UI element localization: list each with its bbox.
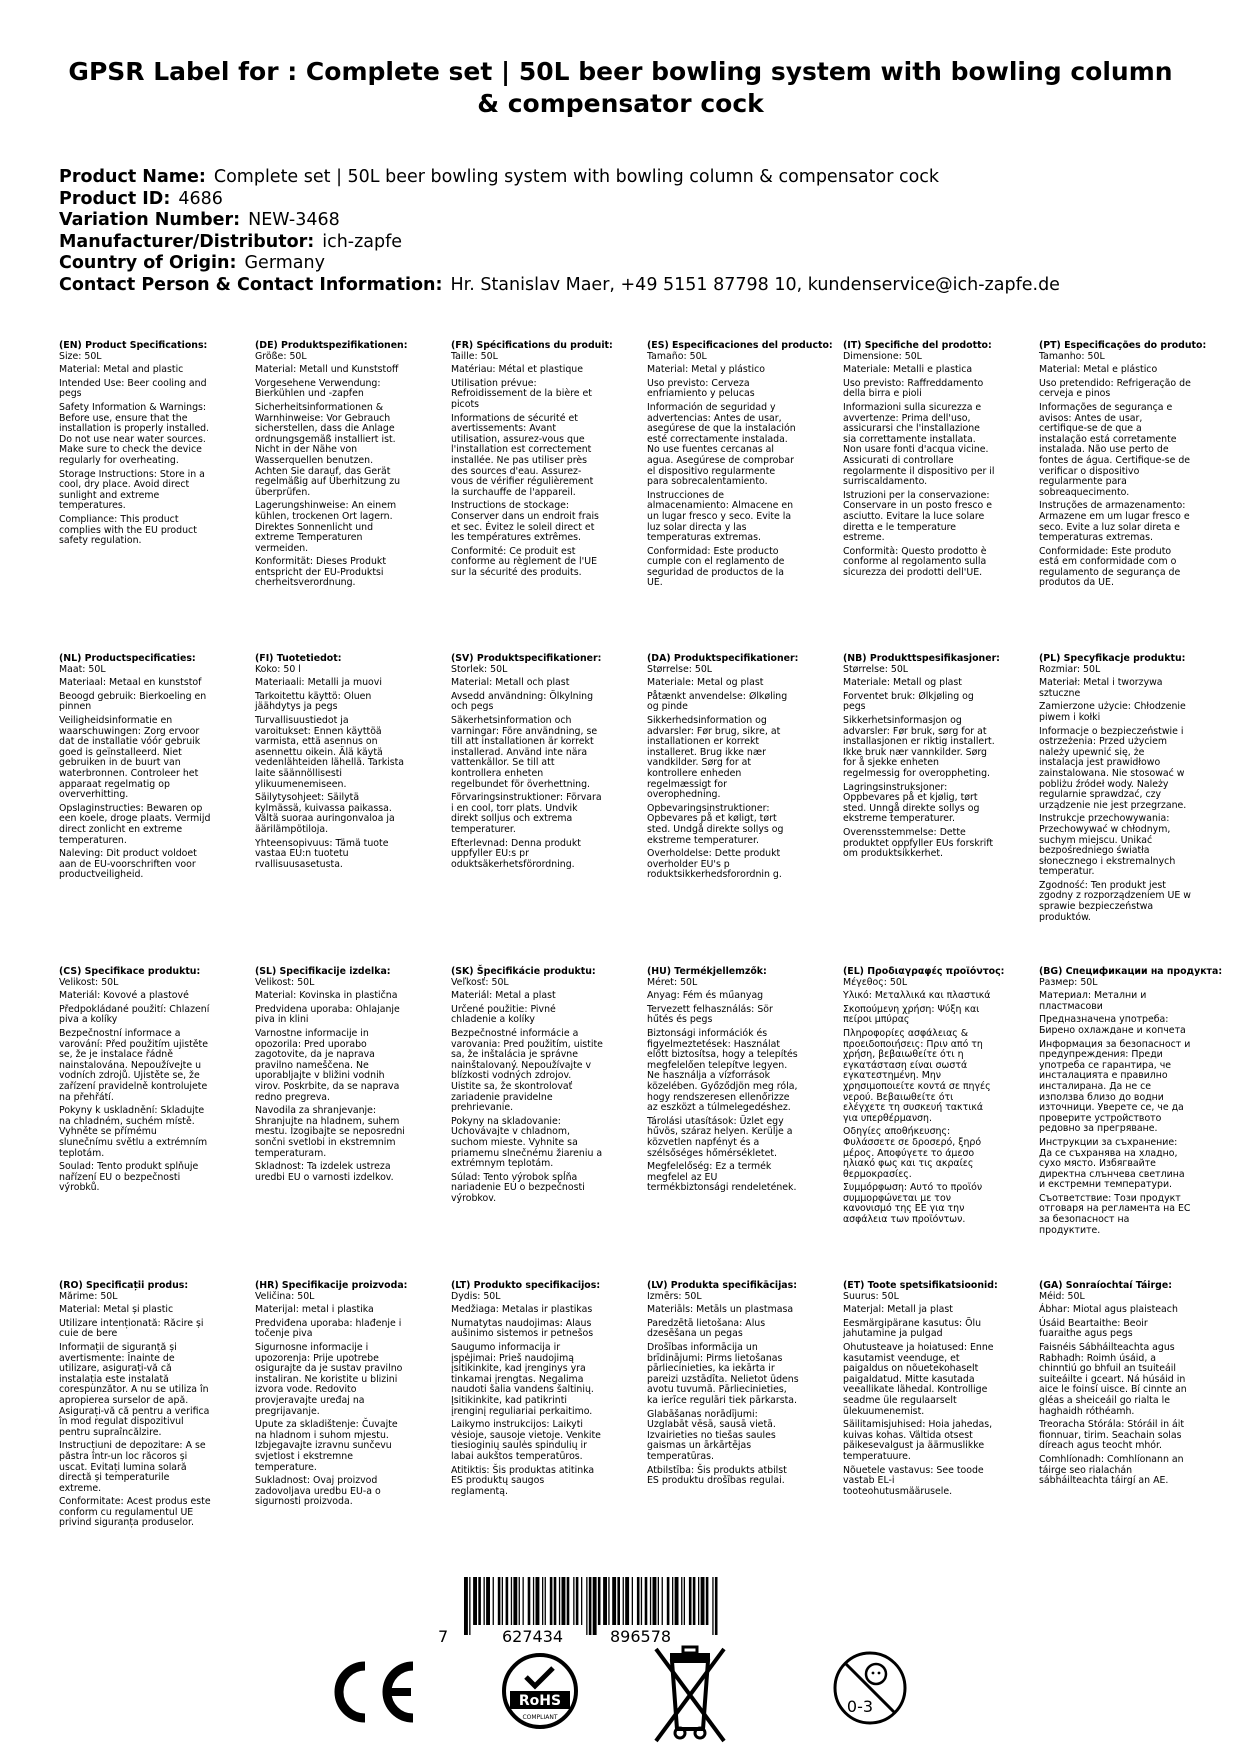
spec-section (843, 341, 1029, 581)
spec-size: Maat: 50L (59, 663, 106, 675)
spec-paragraph: Skladnost: Ta izdelek ustreza uredbi EU o varnosti izdelkov. (255, 1161, 394, 1183)
spec-paragraph: Sikkerhetsinformasjon og advarsler: Før bruk, sørg for at installasjonen er riktig installert. Ikke bruk nær vannkilder. Sørg for å sjekke enheten regelmessig for overoppheting. (843, 714, 995, 779)
barcode-bar (623, 1577, 624, 1625)
spec-paragraph: Bezpečnostní informace a varování: Před použitím ujistěte se, že je instalace řádně nainstalována. Nepoužívejte u vodních zdrojů. Ujistěte se, že zařízení pravidelně kontrolujete na přehřátí. (59, 1027, 208, 1103)
product-info (59, 167, 1189, 296)
spec-section-heading: (NB) Produkttspesifikasjoner: (843, 653, 1000, 664)
spec-paragraph: Istruzioni per la conservazione: Conservare in un posto fresco e asciutto. Evitare la luce solare diretta e le temperature estreme. (843, 489, 993, 544)
barcode-bar (698, 1577, 699, 1625)
spec-section (647, 1281, 833, 1490)
barcode-bar (672, 1577, 673, 1625)
spec-paragraph: Materjal: Metall ja plast (843, 1304, 953, 1316)
spec-paragraph: Συμμόρφωση: Αυτό το προϊόν συμμορφώνεται με τον κανονισμό της ΕΕ για την ασφάλεια των προϊόντων. (843, 1182, 983, 1226)
spec-paragraph: Drošības informācija un brīdinājumi: Pirms lietošanas pārliecinieties, ka iekārta ir pareizi uzstādīta. Nelietot ūdens avotu tuvumā. Pārliecinieties, ka ierīce regulāri tiek pārkarsta. (647, 1341, 799, 1406)
spec-size: Tamaño: 50L (647, 350, 707, 362)
spec-paragraph: Atitiktis: Šis produktas atitinka ES produktų saugos reglamentą. (451, 1464, 595, 1497)
barcode-bar (632, 1577, 633, 1625)
spec-paragraph: Påtænkt anvendelse: Ølkøling og pinde (647, 690, 788, 713)
barcode-bar (617, 1577, 620, 1625)
barcode-bar (486, 1577, 490, 1625)
spec-paragraph: Πληροφορίες ασφάλειας & προειδοποιήσεις: Πριν από τη χρήση, βεβαιωθείτε ότι η εγκατάσταση είναι σωστά εγκατεστημένη. Μην χρησιμοποιείτε κοντά σε πηγές νερού. Βεβαιωθείτε ότι ελέγχετε τη συσκευή τακτικά για υπερθέρμανση. (843, 1027, 991, 1124)
barcode-bar (550, 1577, 553, 1625)
barcode-bar (506, 1577, 509, 1625)
barcode-bar (586, 1577, 587, 1635)
spec-section (647, 341, 833, 592)
spec-paragraph: Ábhar: Miotal agus plaisteach (1039, 1304, 1178, 1316)
spec-paragraph: Material: Metal y plástico (647, 364, 765, 376)
spec-paragraph: Instrucciones de almacenamiento: Almacene en un lugar fresco y seco. Evite la luz solar directa y las temperaturas extremas. (647, 489, 794, 544)
barcode-bar (464, 1577, 468, 1635)
spec-section (843, 967, 1029, 1229)
spec-section-heading: (RO) Specificații produs: (59, 1280, 189, 1291)
barcode-bar (567, 1577, 570, 1625)
spec-paragraph: Material: Metal e plástico (1039, 364, 1158, 376)
spec-paragraph: Informacje o bezpieczeństwie i ostrzeżenia: Przed użyciem należy upewnić się, że instalacja jest prawidłowo zainstalowana. Nie stosować w pobliżu źródeł wody. Należy regularnie sprawdzać, czy urządzenie nie jest przegrzane. (1039, 725, 1187, 811)
rohs-sub-label: COMPLIANT (522, 1714, 558, 1721)
barcode-bar (478, 1577, 481, 1625)
spec-paragraph: Utilizare intenționată: Răcire și cuie de bere (59, 1317, 204, 1340)
spec-paragraph: Материал: Метални и пластмасови (1039, 990, 1147, 1012)
spec-paragraph: Sicherheitsinformationen & Warnhinweise: Vor Gebrauch sicherstellen, dass die Anlage ordnungsgemäß installiert ist. Nicht in der Nähe von Wasserquellen benutzen. Achten Sie darauf, das Gerät regelmäßig auf Überhitzung zu überprüfen. (255, 401, 401, 498)
spec-paragraph: Paredzētā lietošana: Alus dzesēšana un pegas (647, 1317, 766, 1340)
barcode-bar (650, 1577, 651, 1625)
barcode-bar (484, 1577, 485, 1625)
spec-paragraph: Información de seguridad y advertencias: Antes de usar, asegúrese de que la instalación esté correctamente instalada. No use fuentes cercanas al agua. Asegúrese de comprobar el dispositivo regularmente para sobrecalentamiento. (647, 401, 796, 488)
spec-section-heading: (HR) Specifikacije proizvoda: (255, 1280, 408, 1291)
spec-section (451, 654, 637, 873)
spec-paragraph: Material: Kovinska in plastična (255, 990, 398, 1002)
barcode-bar (645, 1577, 648, 1625)
info-country-of-origin: Country of Origin: Germany (59, 253, 325, 273)
spec-paragraph: Informations de sécurité et avertissements: Avant utilisation, assurez-vous que l'installation est correctement installée. Ne pas utiliser près des sources d'eau. Assurez-vous de vérifier régulièrement la surchauffe de l'appareil. (451, 412, 594, 498)
spec-paragraph: Utilisation prévue: Refroidissement de la bière et picots (451, 377, 592, 410)
spec-section (59, 967, 245, 1197)
barcode-bar (593, 1577, 597, 1635)
barcode-bar (612, 1577, 616, 1625)
spec-paragraph: Informações de segurança e avisos: Antes de usar, certifique-se de que a instalação está corretamente instalada. Não use perto de fontes de água. Certifique-se de verificar o dispositivo regularmente para sobreaquecimento. (1039, 401, 1191, 498)
spec-section-heading: (PT) Especificações do produto: (1039, 340, 1207, 351)
spec-size: Méid: 50L (1039, 1290, 1085, 1302)
spec-paragraph: Lagringsinstruksjoner: Oppbevares på et kjølig, tørt sted. Unngå direkte sollys og ekstreme temperaturer. (843, 781, 980, 825)
spec-section (1039, 967, 1225, 1239)
spec-paragraph: Treoracha Stórála: Stóráil in áit fionnuar, tirim. Seachain solas díreach agus teocht mhór. (1039, 1419, 1185, 1452)
barcode-bar (589, 1577, 592, 1635)
barcode-bar (653, 1577, 657, 1625)
barcode-bar (545, 1577, 546, 1625)
spec-paragraph: Material: Metall und Kunststoff (255, 364, 399, 376)
spec-paragraph: Navodila za shranjevanje: Shranjujte na hladnem, suhem mestu. Izogibajte se neposredni sončni svetlobi in ekstremnim temperaturam. (255, 1105, 405, 1159)
spec-paragraph: Overholdelse: Dette produkt overholder EU's p roduktsikkerhedsforordnin g. (647, 848, 782, 881)
spec-section-heading: (ES) Especificaciones del producto: (647, 340, 833, 351)
spec-section-heading: (PL) Specyfikacje produktu: (1039, 653, 1186, 664)
barcode-bar (523, 1577, 524, 1625)
weee-bin-icon (650, 1637, 730, 1747)
barcode (462, 1577, 722, 1635)
spec-paragraph: Uso previsto: Cerveza enfriamiento y pelucas (647, 377, 755, 400)
barcode-bar (684, 1577, 685, 1625)
spec-paragraph: Biztonsági információk és figyelmeztetések: Használat előtt biztosítsa, hogy a telepítés megfelelően telepítve legyen. Ne használja a vízforrások közelében. Győződjön meg róla, hogy rendszeresen ellenőrizze az eszközt a túlmelegedéshez. (647, 1027, 798, 1114)
spec-section-heading: (ET) Toote spetsifikatsioonid: (843, 1280, 998, 1291)
barcode-bar (681, 1577, 682, 1625)
spec-paragraph: Materijal: metal i plastika (255, 1304, 374, 1316)
barcode-bar (667, 1577, 670, 1625)
barcode-bar (658, 1577, 659, 1625)
spec-section-heading: (LT) Produkto specifikacijos: (451, 1280, 601, 1291)
barcode-bar (469, 1577, 470, 1635)
spec-size: Größe: 50L (255, 350, 307, 362)
spec-paragraph: Matériau: Métal et plastique (451, 364, 583, 376)
spec-section-heading: (FR) Spécifications du produit: (451, 340, 613, 351)
barcode-bar (581, 1577, 582, 1625)
spec-paragraph: Efterlevnad: Denna produkt uppfyller EU:s pr oduktsäkerhetsförordning. (451, 837, 581, 870)
spec-paragraph: Предназначена употреба: Бирено охлаждане и копчета (1039, 1014, 1186, 1036)
spec-paragraph: Conformitate: Acest produs este conform cu regulamentul UE privind siguranța produselor. (59, 1496, 211, 1529)
spec-size: Veľkosť: 50L (451, 976, 509, 988)
spec-paragraph: Uso pretendido: Refrigeração de cerveja e pinos (1039, 377, 1191, 400)
spec-section (255, 341, 441, 592)
barcode-bar (536, 1577, 540, 1625)
spec-paragraph: Sukladnost: Ovaj proizvod zadovoljava uredbu EU-a o sigurnosti proizvoda. (255, 1475, 381, 1508)
spec-paragraph: Súlad: Tento výrobok spĺňa nariadenie EÚ o bezpečnosti výrobkov. (451, 1171, 585, 1204)
spec-paragraph: Turvallisuustiedot ja varoitukset: Ennen käyttöä varmista, että asennus on asennettu oikein. Älä käytä vedenlähteiden lähellä. Tarkista laite säännöllisesti ylikuumenemiseen. (255, 714, 405, 790)
spec-paragraph: Compliance: This product complies with the EU product safety regulation. (59, 513, 197, 547)
spec-section (843, 1281, 1029, 1500)
spec-size: Koko: 50 l (255, 663, 301, 675)
barcode-bar (715, 1577, 718, 1635)
spec-section (647, 654, 833, 884)
barcode-bar (493, 1577, 494, 1625)
spec-section-heading: (DE) Produktspezifikationen: (255, 340, 408, 351)
spec-paragraph: Zgodność: Ten produkt jest zgodny z rozporządzeniem UE w sprawie bezpieczeństwa produktów. (1039, 879, 1191, 923)
spec-paragraph: Vorgesehene Verwendung: Bierkühlen und -zapfen (255, 377, 381, 400)
age-warning-0-3-icon (830, 1648, 910, 1728)
barcode-bar (706, 1577, 709, 1625)
spec-paragraph: Yhteensopivuus: Tämä tuote vastaa EU:n tuotetu rvallisuusasetusta. (255, 837, 389, 870)
info-variation-number: Variation Number: NEW-3468 (59, 210, 340, 230)
spec-paragraph: Instrukcje przechowywania: Przechowywać w chłodnym, suchym miejscu. Unikać bezpośredniego światła słonecznego i ekstremalnych temperatur. (1039, 813, 1176, 878)
spec-paragraph: Predviđena uporaba: hlađenje i točenje piva (255, 1317, 402, 1340)
barcode-bar (603, 1577, 607, 1625)
ce-mark-icon (325, 1660, 421, 1724)
spec-paragraph: Laikymo instrukcijos: Laikyti vėsioje, sausoje vietoje. Venkite tiesioginių saulės spindulių ir labai aukštos temperatūros. (451, 1419, 601, 1462)
spec-paragraph: Anyag: Fém és műanyag (647, 990, 764, 1002)
spec-paragraph: Säilitamisjuhised: Hoia jahedas, kuivas kohas. Vältida otsest päikesevalgust ja äärmuslikke temperatuure. (843, 1419, 993, 1462)
spec-paragraph: Säkerhetsinformation och varningar: Före användning, se till att installationen är korrekt installerad. Använd inte nära vattenkällor. Se till att kontrollera enheten regelbundet för överhettning. (451, 714, 598, 790)
spec-paragraph: Съответствие: Този продукт отговаря на регламента на ЕС за безопасност на продуктите. (1039, 1192, 1191, 1236)
spec-section-heading: (EL) Προδιαγραφές προϊόντος: (843, 966, 1005, 977)
spec-section (1039, 1281, 1225, 1490)
page-title: GPSR Label for : Complete set | 50L beer bowling system with bowling column & compensator cock (68, 57, 1173, 118)
spec-paragraph: Overensstemmelse: Dette produktet oppfyller EUs forskrift om produktsikkerhet. (843, 826, 994, 860)
spec-section (59, 341, 245, 550)
spec-paragraph: Medžiaga: Metalas ir plastikas (451, 1304, 593, 1316)
spec-paragraph: Comhlíonadh: Comhlíonann an táirge seo rialachán sábháilteachta táirgí an AE. (1039, 1453, 1184, 1487)
spec-paragraph: Úsáid Beartaithe: Beoir fuaraithe agus pegs (1039, 1317, 1148, 1340)
spec-paragraph: Säilytysohjeet: Säilytä kylmässä, kuivassa paikassa. Vältä suoraa auringonvaloa ja äärilämpötiloja. (255, 792, 395, 835)
spec-paragraph: Megfelelőség: Ez a termék megfelel az EU termékbiztonsági rendeletének. (647, 1161, 797, 1194)
spec-section (1039, 654, 1225, 926)
spec-paragraph: Varnostne informacije in opozorila: Pred uporabo zagotovite, da je naprava pravilno nameščena. Ne uporabljajte v bližini vodnih virov. Poskrbite, da se naprava redno pregreva. (255, 1027, 400, 1103)
spec-paragraph: Uso previsto: Raffreddamento della birra e pioli (843, 377, 984, 400)
spec-section (255, 967, 441, 1186)
spec-section (451, 341, 637, 581)
spec-section-heading: (DA) Produktspecifikationer: (647, 653, 799, 664)
spec-paragraph: Υλικό: Μεταλλικά και πλαστικά (843, 990, 991, 1002)
spec-paragraph: Určené použitie: Pivné chladenie a kolíky (451, 1003, 556, 1026)
info-product-name: Product Name: Complete set | 50L beer bowling system with bowling column & compensator cock (59, 167, 940, 187)
spec-section-heading: (FI) Tuotetiedot: (255, 653, 342, 664)
spec-section (59, 1281, 245, 1532)
barcode-bar (712, 1577, 713, 1635)
barcode-digits-mid: 627434 (502, 1627, 564, 1646)
barcode-bar (502, 1577, 503, 1625)
spec-paragraph: Инструкции за съхранение: Да се съхранява на хладно, сухо място. Избягвайте директна слънчева светлина и екстремни температури. (1039, 1136, 1185, 1191)
spec-section-heading: (GA) Sonraíochtaí Táirge: (1039, 1280, 1172, 1291)
spec-paragraph: Tervezett felhasználás: Sör hűtés és pegs (647, 1003, 773, 1026)
barcode-bar (498, 1577, 501, 1625)
rohs-compliant-icon (500, 1647, 580, 1735)
spec-section (59, 654, 245, 884)
spec-paragraph: Zamierzone użycie: Chłodzenie piwem i kołki (1039, 701, 1186, 723)
info-product-id: Product ID: 4686 (59, 188, 223, 209)
spec-section (255, 1281, 441, 1511)
spec-section-heading: (LV) Produkta specifikācijas: (647, 1280, 797, 1291)
spec-paragraph: Opslaginstructies: Bewaren op een koele, droge plaats. Vermijd direct zonlicht en extreme temperaturen. (59, 802, 211, 846)
spec-paragraph: Sigurnosne informacije i upozorenja: Prije upotrebe osigurajte da je sustav pravilno instaliran. Ne koristite u blizini izvora vode. Redovito provjeravajte uređaj na pregrijavanje. (255, 1341, 403, 1417)
spec-paragraph: Material: Metall och plast (451, 677, 570, 689)
spec-paragraph: Materiale: Metall og plast (843, 677, 962, 689)
spec-section-heading: (CS) Specifikace produktu: (59, 966, 201, 977)
spec-paragraph: Nõuetele vastavus: See toode vastab EL-i tooteohutusmäärusele. (843, 1464, 984, 1497)
barcode-bar (513, 1577, 517, 1625)
barcode-bar (573, 1577, 574, 1625)
spec-section-heading: (NL) Productspecificaties: (59, 653, 196, 664)
spec-paragraph: Conformité: Ce produit est conforme au règlement de l'UE sur la sécurité des produits. (451, 545, 598, 578)
spec-paragraph: Informații de siguranță și avertismente: Înainte de utilizare, asigurați-vă că instalația este instalată corespunzător. A nu se utiliza în apropierea surselor de apă. Asigurați-vă că pentru a verifica în mod regulat dispozitivul pentru supraîncălzire. (59, 1341, 210, 1438)
spec-paragraph: Pokyny k uskladnění: Skladujte na chladném, suchém místě. Vyhněte se přímému slunečnímu světlu a extrémním teplotám. (59, 1105, 208, 1159)
spec-paragraph: Materiale: Metal og plast (647, 677, 764, 689)
barcode-bar (533, 1577, 534, 1625)
spec-size: Dydis: 50L (451, 1290, 501, 1302)
spec-paragraph: Avsedd användning: Ölkylning och pegs (451, 690, 594, 713)
spec-section-heading: (HU) Termékjellemzők: (647, 966, 767, 977)
spec-size: Mărime: 50L (59, 1290, 118, 1302)
spec-paragraph: Tarkoitettu käyttö: Oluen jäähdytys ja pegs (255, 690, 372, 713)
spec-paragraph: Beoogd gebruik: Bierkoeling en pinnen (59, 690, 207, 713)
spec-size: Veličina: 50L (255, 1290, 315, 1302)
spec-section-heading: (EN) Product Specifications: (59, 340, 208, 351)
barcode-bar (625, 1577, 629, 1625)
spec-paragraph: Opbevaringsinstruktioner: Opbevares på et køligt, tørt sted. Undgå direkte sollys og ekstreme temperaturer. (647, 802, 784, 846)
spec-size: Suurus: 50L (843, 1290, 899, 1302)
spec-section-heading: (SK) Špecifikácie produktu: (451, 966, 596, 977)
barcode-bar (637, 1577, 640, 1625)
spec-paragraph: Förvaringsinstruktioner: Förvara i en cool, torr plats. Undvik direkt solljus och extrema temperaturer. (451, 792, 602, 835)
spec-paragraph: Materiál: Metal a plast (451, 990, 556, 1002)
spec-size: Tamanho: 50L (1039, 350, 1105, 362)
spec-size: Μέγεθος: 50L (843, 976, 908, 988)
barcode-bar (576, 1577, 579, 1625)
barcode-bar (641, 1577, 642, 1625)
spec-paragraph: Predvidena uporaba: Ohlajanje piva in klini (255, 1003, 400, 1026)
spec-paragraph: Pokyny na skladovanie: Uchovávajte v chladnom, suchom mieste. Vyhnite sa priamemu slnečnému žiareniu a extrémnym teplotám. (451, 1115, 603, 1170)
spec-section (647, 967, 833, 1197)
spec-section (451, 1281, 637, 1500)
spec-section (255, 654, 441, 873)
spec-paragraph: Materiāls: Metāls un plastmasa (647, 1304, 794, 1316)
spec-paragraph: Naleving: Dit product voldoet aan de EU-voorschriften voor productveiligheid. (59, 848, 197, 881)
spec-paragraph: Tárolási utasítások: Üzlet egy hűvös, száraz helyen. Kerülje a közvetlen napfényt és a szélsőséges hőmérsékletet. (647, 1115, 793, 1159)
spec-paragraph: Bezpečnostné informácie a varovania: Pred použitím, uistite sa, že inštalácia je správne nainštalovaný. Nepoužívajte v blízkosti vodných zdrojov. Uistite sa, že skontrolovať zariadenie pravidelne prehrievanie. (451, 1027, 603, 1114)
info-manufacturer: Manufacturer/Distributor: ich-zapfe (59, 231, 403, 252)
spec-paragraph: Instrucțiuni de depozitare: A se păstra într-un loc răcoros și uscat. Evitați lumina solară directă și temperaturile extreme. (59, 1440, 206, 1494)
spec-paragraph: Material: Metal and plastic (59, 364, 184, 376)
spec-paragraph: Materiál: Kovové a plastové (59, 990, 189, 1002)
spec-paragraph: Upute za skladištenje: Čuvajte na hladnom i suhom mjestu. Izbjegavajte izravnu sunčevu svjetlost i ekstremne temperature. (255, 1419, 398, 1473)
barcode-bar (511, 1577, 512, 1625)
spec-size: Rozmiar: 50L (1039, 663, 1101, 675)
barcode-bar (542, 1577, 543, 1625)
spec-size: Størrelse: 50L (843, 663, 909, 675)
spec-paragraph: Materiaali: Metalli ja muovi (255, 677, 382, 689)
barcode-bar (528, 1577, 531, 1625)
rohs-label: RoHS (518, 1693, 562, 1709)
spec-size: Méret: 50L (647, 976, 698, 988)
spec-paragraph: Konformität: Dieses Produkt entspricht der EU-Produktsi cherheitsverordnung. (255, 556, 387, 589)
spec-paragraph: Safety Information & Warnings: Before use, ensure that the installation is properly installed. Do not use near water sources. Make sure to check the device regularly for overheating. (59, 401, 210, 466)
spec-paragraph: Σκοπούμενη χρήση: Ψύξη και πείροι μπύρας (843, 1003, 980, 1026)
spec-size: Size: 50L (59, 350, 102, 362)
spec-paragraph: Saugumo informacija ir įspėjimai: Prieš naudojimą įsitikinkite, kad įrenginys yra tinkamai įrengtas. Negalima naudoti šalia vandens šaltinių. Įsitikinkite, kad patikrinti įrenginį reguliariai perkaitimo. (451, 1341, 594, 1417)
spec-paragraph: Instructions de stockage: Conserver dans un endroit frais et sec. Évitez le soleil direct et les températures extrêmes. (451, 500, 599, 544)
spec-paragraph: Veiligheidsinformatie en waarschuwingen: Zorg ervoor dat de installatie vóór gebruik goed is geïnstalleerd. Niet gebruiken in de buurt van waterbronnen. Controleer het apparaat regelmatig op oververhitting. (59, 714, 201, 801)
barcode-bar (701, 1577, 705, 1625)
spec-paragraph: Forventet bruk: Ølkjøling og pegs (843, 690, 974, 713)
barcode-bar (693, 1577, 696, 1625)
spec-section (1039, 341, 1225, 592)
spec-paragraph: Eesmärgipärane kasutus: Õlu jahutamine ja pulgad (843, 1317, 982, 1340)
barcode-digit-left: 7 (438, 1627, 449, 1646)
spec-paragraph: Glabāšanas norādījumi: Uzglabāt vēsā, sausā vietā. Izvairieties no tiešas saules gaismas un ārkārtējas temperatūras. (647, 1408, 776, 1462)
spec-section-heading: (BG) Спецификации на продукта: (1039, 966, 1223, 977)
barcode-bar (608, 1577, 609, 1625)
spec-paragraph: Material: Metal și plastic (59, 1304, 174, 1316)
age-label: 0-3 (846, 1697, 874, 1716)
barcode-digits-right: 896578 (610, 1627, 672, 1646)
spec-paragraph: Materiaal: Metaal en kunststof (59, 677, 202, 689)
barcode-bar (519, 1577, 520, 1625)
barcode-bar (473, 1577, 477, 1625)
spec-paragraph: Sikkerhedsinformation og advarsler: Før brug, sikre, at installationen er korrekt installeret. Brug ikke nær vandkilder. Sørg for at kontrollere enheden regelmæssigt for overophedning. (647, 714, 781, 801)
barcode-bar (689, 1577, 692, 1625)
spec-paragraph: Информация за безопасност и предупреждения: Преди употреба се гарантира, че инсталацията е правилно инсталирана. Да не се използва близо до водни източници. Уверете се, че да проверите устройството редовно за прегряване. (1039, 1038, 1191, 1135)
barcode-bar (554, 1577, 557, 1625)
spec-paragraph: Materiale: Metalli e plastica (843, 364, 973, 376)
spec-paragraph: Lagerungshinweise: An einem kühlen, trockenen Ort lagern. Direktes Sonnenlicht und extreme Temperaturen vermeiden. (255, 500, 397, 554)
info-contact: Contact Person & Contact Information: Hr. Stanislav Maer, +49 5151 87798 10, kundenservice@ich-zapfe.de (59, 274, 1060, 295)
barcode-bar (559, 1577, 560, 1625)
barcode-bar (662, 1577, 663, 1625)
spec-paragraph: Soulad: Tento produkt splňuje nařízení EU o bezpečnosti výrobků. (59, 1161, 199, 1194)
spec-paragraph: Ohutusteave ja hoiatused: Enne kasutamist veenduge, et paigaldus on nõuetekohaselt paigaldatud. Mitte kasutada veeallikate lähedal. Kontrollige seadme üle regulaarselt ülekuumenemist. (843, 1341, 994, 1417)
spec-paragraph: Faisnéis Sábháilteachta agus Rabhadh: Roimh úsáid, a chinntiú go bhfuil an tsuiteáil suiteáilte i gceart. Ná húsáid in aice le foinsí uisce. Bí cinnte an gléas a sheiceáil go rialta le haghaidh róthéamh. (1039, 1341, 1187, 1417)
spec-paragraph: Conformidad: Este producto cumple con el reglamento de seguridad de productos de la UE. (647, 545, 785, 589)
spec-paragraph: Conformità: Questo prodotto è conforme al regolamento sulla sicurezza dei prodotti dell'UE. (843, 545, 987, 578)
barcode-bar (598, 1577, 601, 1625)
barcode-bar (562, 1577, 566, 1625)
spec-paragraph: Předpokládané použití: Chlazení piva a kolíky (59, 1003, 210, 1026)
spec-size: Velikost: 50L (255, 976, 315, 988)
spec-paragraph: Atbilstība: Šis produkts atbilst ES produktu drošības regulai. (647, 1464, 787, 1487)
spec-size: Velikost: 50L (59, 976, 119, 988)
spec-paragraph: Conformidade: Este produto está em conformidade com o regulamento de segurança de produtos da UE. (1039, 545, 1181, 589)
spec-size: Storlek: 50L (451, 663, 508, 675)
spec-size: Størrelse: 50L (647, 663, 713, 675)
spec-size: Dimensione: 50L (843, 350, 922, 362)
spec-section-heading: (SL) Specifikacije izdelka: (255, 966, 391, 977)
spec-size: Размер: 50L (1039, 976, 1098, 988)
spec-section (843, 654, 1029, 863)
spec-paragraph: Informazioni sulla sicurezza e avvertenze: Prima dell'uso, assicurarsi che l'installazione sia correttamente installata. Non usare fonti d'acqua vicine. Assicurati di controllare regolarmente il dispositivo per il surriscaldamento. (843, 401, 995, 488)
spec-paragraph: Materiał: Metal i tworzywa sztuczne (1039, 677, 1163, 699)
spec-section (451, 967, 637, 1207)
spec-paragraph: Instruções de armazenamento: Armazene em um lugar fresco e seco. Evite a luz solar direta e temperaturas extremas. (1039, 500, 1190, 544)
barcode-bar (675, 1577, 679, 1625)
spec-section-heading: (SV) Produktspecifikationer: (451, 653, 602, 664)
spec-paragraph: Numatytas naudojimas: Alaus aušinimo sistemos ir petnešos (451, 1317, 594, 1340)
spec-paragraph: Storage Instructions: Store in a cool, dry place. Avoid direct sunlight and extreme temperatures. (59, 468, 205, 512)
spec-size: Izmērs: 50L (647, 1290, 702, 1302)
spec-section-heading: (IT) Specifiche del prodotto: (843, 340, 992, 351)
spec-size: Taille: 50L (451, 350, 498, 362)
spec-paragraph: Οδηγίες αποθήκευσης: Φυλάσσετε σε δροσερό, ξηρό μέρος. Αποφύγετε το άμεσο ηλιακό φως και τις ακραίες θερμοκρασίες. (843, 1126, 982, 1180)
spec-paragraph: Intended Use: Beer cooling and pegs (59, 377, 207, 400)
